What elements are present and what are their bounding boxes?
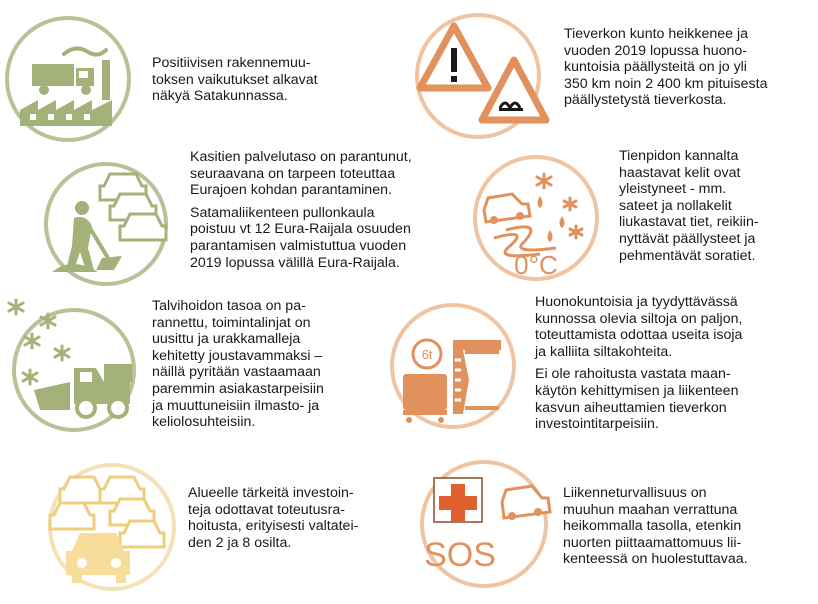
road-worker-cars-icon xyxy=(42,160,182,290)
text-paragraph: Alueelle tärkeitä investoin- teja odottavat toteutusra- hoitusta, erityisesti valtatei- den 2 ja 8 osilta. xyxy=(188,485,359,551)
text-paragraph: Ei ole rahoitusta vastata maan- käytön kehittymisen ja liikenteen kasvun aiheuttamien tieverkon investointitarpeisiin. xyxy=(535,366,739,433)
text-traffic-safety xyxy=(563,485,748,568)
traffic-jam-icon xyxy=(42,455,182,595)
text-paragraph: Huonokuntoisia ja tyydyttävässä kunnossa olevia siltoja on paljon, toteuttamista odottaa useita isoja ja kalliita siltakohteita. xyxy=(535,294,743,360)
temperature-label: 0°C xyxy=(514,250,558,280)
text-weather xyxy=(619,148,759,264)
text-paragraph: Kasitien palvelutaso on parantunut, seuraavana on tarpeen toteuttaa Eurajoen kohdan parantaminen. xyxy=(190,149,412,199)
sos-first-aid-icon xyxy=(418,450,558,596)
text-bridges xyxy=(535,294,742,433)
bridge-load-limit-icon xyxy=(383,298,523,434)
slippery-road-weather-icon xyxy=(470,150,610,286)
text-winter-maintenance xyxy=(152,298,324,431)
warning-triangles-icon xyxy=(410,8,550,138)
text-paragraph: Satamaliikenteen pullonkaula poistuu vt 12 Eura-Raijala osuuden parantamisen valmistuttua vuoden 2019 lopussa välillä Eura-Raijala. xyxy=(190,204,411,271)
text-investments xyxy=(188,485,358,551)
text-paragraph: Liikenneturvallisuus on muuhun maahan verrattuna heikommalla tasolla, etenkin nuorten piittaamattomuus lii- kenteessä on huolestuttavaa. xyxy=(563,485,748,568)
sos-label: SOS xyxy=(424,536,496,574)
text-paragraph: Talvihoidon tasoa on pa- rannettu, toimintalinjat on uusittu ja urakkamalleja kehitetty joustavammaksi – näillä pyritään vastaamaan paremmin asiakastarpeisiin ja muuttuneisiin ilmasto- ja keliolosuhteisiin. xyxy=(152,298,324,431)
factory-truck-icon xyxy=(2,14,142,144)
text-paragraph: Tienpidon kannalta haastavat kelit ovat yleistyneet - mm. sateet ja nollakelit liukastavat tiet, reikiin- nyttävät päällysteet ja pehmentävät soratiet. xyxy=(619,148,759,264)
text-paragraph: Tieverkon kunto heikkenee ja vuoden 2019 lopussa huono- kuntoisia päällysteitä on jo yli 350 km noin 2 400 km pituisesta päällystetystä tieverkosta. xyxy=(564,26,768,109)
text-paragraph: Positiivisen rakennemuu- toksen vaikutukset alkavat näkyä Satakunnassa. xyxy=(152,55,318,105)
text-road-condition xyxy=(564,26,767,109)
snowplough-icon xyxy=(0,294,145,434)
weight-limit-label: 6t xyxy=(421,347,433,362)
text-road-works xyxy=(190,149,412,271)
text-structural-change xyxy=(152,55,318,105)
